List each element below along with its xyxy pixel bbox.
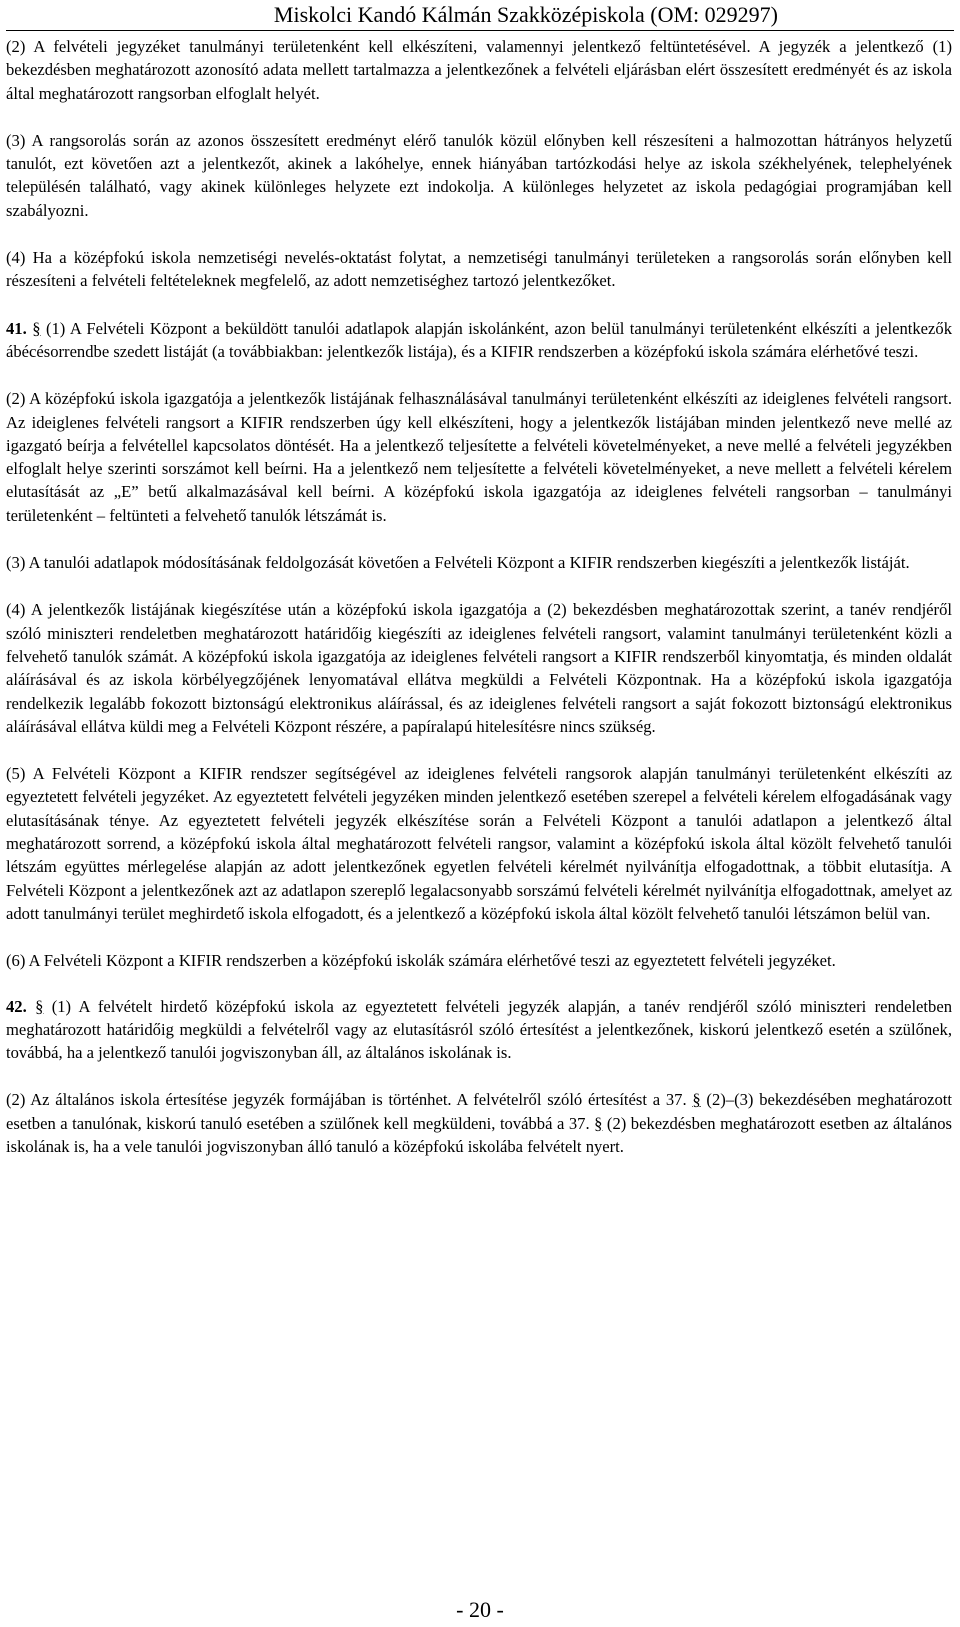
paragraph-41-4: (4) A jelentkezők listájának kiegészítése után a középfokú iskola igazgatója a (2) bekezdésben meghatározottak szerint, a tanév rendjéről szóló miniszteri rendeletben meghatározott határidőig kiegészíti az ideiglenes felvételi rangsort, valamint tanulmányi területenként közli a felvehető tanulók számát. A középfokú iskola igazgatója az ideiglenes felvételi rangsort a KIFIR rendszerből kinyomtatja, és minden oldalát aláírásával és az iskola körbélyegzőjének lenyomatával ellátva megküldi a Felvételi Központnak. Ha a középfokú iskola igazgatója rendelkezik legalább fokozott biztonságú elektronikus aláírással, és az ideiglenes felvételi rangsort a saját fokozott biztonságú elektronikus aláírásával ellátva küldi meg a Felvételi Központ részére, a papíralapú hitelesítésre nincs szükség. [6, 600, 952, 736]
section-sign: § [32, 318, 41, 338]
section-number: 41. [6, 318, 27, 338]
paragraph-41-6: (6) A Felvételi Központ a KIFIR rendszerben a középfokú iskolák számára elérhetővé teszi az egyeztetett felvételi jegyzéket. [6, 951, 836, 971]
paragraph-41-2: (2) A középfokú iskola igazgatója a jelentkezők listájának felhasználásával tanulmányi területenként elkészíti az ideiglenes felvételi rangsort. Az ideiglenes felvételi rangsort a KIFIR rendszerben úgy kell elkészíteni, hogy a jelentkezők listájában minden jelentkező neve mellé az igazgató beírja a felvétellel kapcsolatos döntését. Ha a jelentkező teljesítette a felvételi követelményeket, a neve mellé a felvételi jegyzékben elfoglalt helye szerinti sorszámot kell beírni. Ha a jelentkező nem teljesítette a felvételi követelményeket, a neve mellett a felvételi kérelem elutasítását az „E” betű alkalmazásával kell beírni. A középfokú iskola igazgatója az ideiglenes felvételi rangsorban – tanulmányi területenként – feltünteti a felvehető tanulók létszámát is. [6, 389, 952, 525]
document-header-title: Miskolci Kandó Kálmán Szakközépiskola (OM: 029297) [273, 2, 778, 27]
paragraph-40-4: (4) Ha a középfokú iskola nemzetiségi nevelés-oktatást folytat, a nemzetiségi tanulmányi területeken a rangsorolás során előnyben kell részesíteni a felvételi feltételeknek megfelelő, az adott nemzetiséghez tartozó jelentkezőket. [6, 248, 952, 291]
paragraph-42-1 [6, 995, 952, 1065]
paragraph-text: (1) A felvételt hirdető középfokú iskola az egyeztetett felvételi jegyzék alapján, a tanév rendjéről szóló miniszteri rendeletben meghatározott határidőig megküldi a felvételről vagy az elutasításról szóló értesítést a jelentkezőnek, kiskorú jelentkező esetén a szülőnek, továbbá, ha a jelentkező tanulói jogviszonyban áll, az általános iskolának is. [6, 996, 952, 1063]
page-number: - 20 - [456, 1597, 504, 1622]
paragraph-text: (2) Az általános iskola értesítése jegyzék formájában is történhet. A felvételről szóló értesítést a 37. [6, 1090, 693, 1110]
header-divider [6, 30, 954, 31]
paragraph-40-3: (3) A rangsorolás során az azonos összesített eredményt elérő tanulók közül előnyben kell részesíteni a halmozottan hátrányos helyzetű tanulót, ezt követően azt a jelentkezőt, akinek a lakóhelye, ennek hiányában tartózkodási helye az iskola székhelyének, telephelyének településén található, vagy akinek különleges helyzete ezt indokolja. A különleges helyzetet az iskola pedagógiai programjában kell szabályozni. [6, 130, 952, 220]
paragraph-41-3: (3) A tanulói adatlapok módosításának feldolgozását követően a Felvételi Központ a KIFIR rendszerben kiegészíti a jelentkezők listáját. [6, 553, 910, 573]
paragraph-text: (2) bekezdésben meghatározott esetben az általános iskolának is, ha a vele tanulói jogviszonyban álló tanuló a középfokú iskolába felvételt nyert. [6, 1113, 952, 1156]
section-sign: § [594, 1113, 603, 1133]
paragraph-41-1 [6, 317, 952, 364]
paragraph-text: (2)–(3) bekezdésében meghatározott esetben a tanulónak, kiskorú tanuló esetében a szülőnek kell megküldeni, továbbá a 37. [6, 1090, 952, 1133]
document-body [6, 35, 952, 1182]
paragraph-41-5: (5) A Felvételi Központ a KIFIR rendszer segítségével az ideiglenes felvételi rangsorok alapján tanulmányi területenként elkészíti az egyeztetett felvételi jegyzéket. Az egyeztetett felvételi jegyzéken minden jelentkező esetében szerepel a felvételi kérelem elfogadásának vagy elutasításának ténye. Az egyeztetett felvételi jegyzék elkészítése során a Felvételi Központ a tanulói adatlapon a jelentkező által meghatározott sorrend, a középfokú iskola által meghatározott felvételi rangsor, valamint a középfokú iskola által közölt felvehető tanulói létszám együttes mérlegelése alapján az adott jelentkezőnek egyetlen felvételi kérelmét nyilvánítja elfogadottnak, a többit elutasítja. A Felvételi Központ a jelentkezőnek azt az adatlapon szereplő legalacsonyabb sorszámú felvételi kérelmét nyilvánítja elfogadottnak, amelyet az adott tanulmányi terület meghirdető iskola elfogadott, és a jelentkező a középfokú iskola által közölt felvehető tanulói létszámon belül van. [6, 764, 952, 923]
section-sign: § [35, 996, 44, 1016]
paragraph-text: (1) A Felvételi Központ a beküldött tanulói adatlapok alapján iskolánként, azon belül tanulmányi területenként elkészíti a jelentkezők ábécésorrendbe szedett listáját (a továbbiakban: jelentkezők listája), és a KIFIR rendszerben a középfokú iskola számára elérhetővé teszi. [6, 318, 952, 361]
paragraph-40-2: (2) A felvételi jegyzéket tanulmányi területenként kell elkészíteni, valamennyi jelentkező feltüntetésével. A jegyzék a jelentkező (1) bekezdésben meghatározott azonosító adata mellett tartalmazza a jelentkezőnek a felvételi eljárásban elért összesített eredményét és az iskola által meghatározott rangsorban elfoglalt helyét. [6, 37, 952, 103]
section-number: 42. [6, 996, 27, 1016]
paragraph-42-2 [6, 1088, 952, 1158]
section-sign: § [692, 1090, 701, 1110]
